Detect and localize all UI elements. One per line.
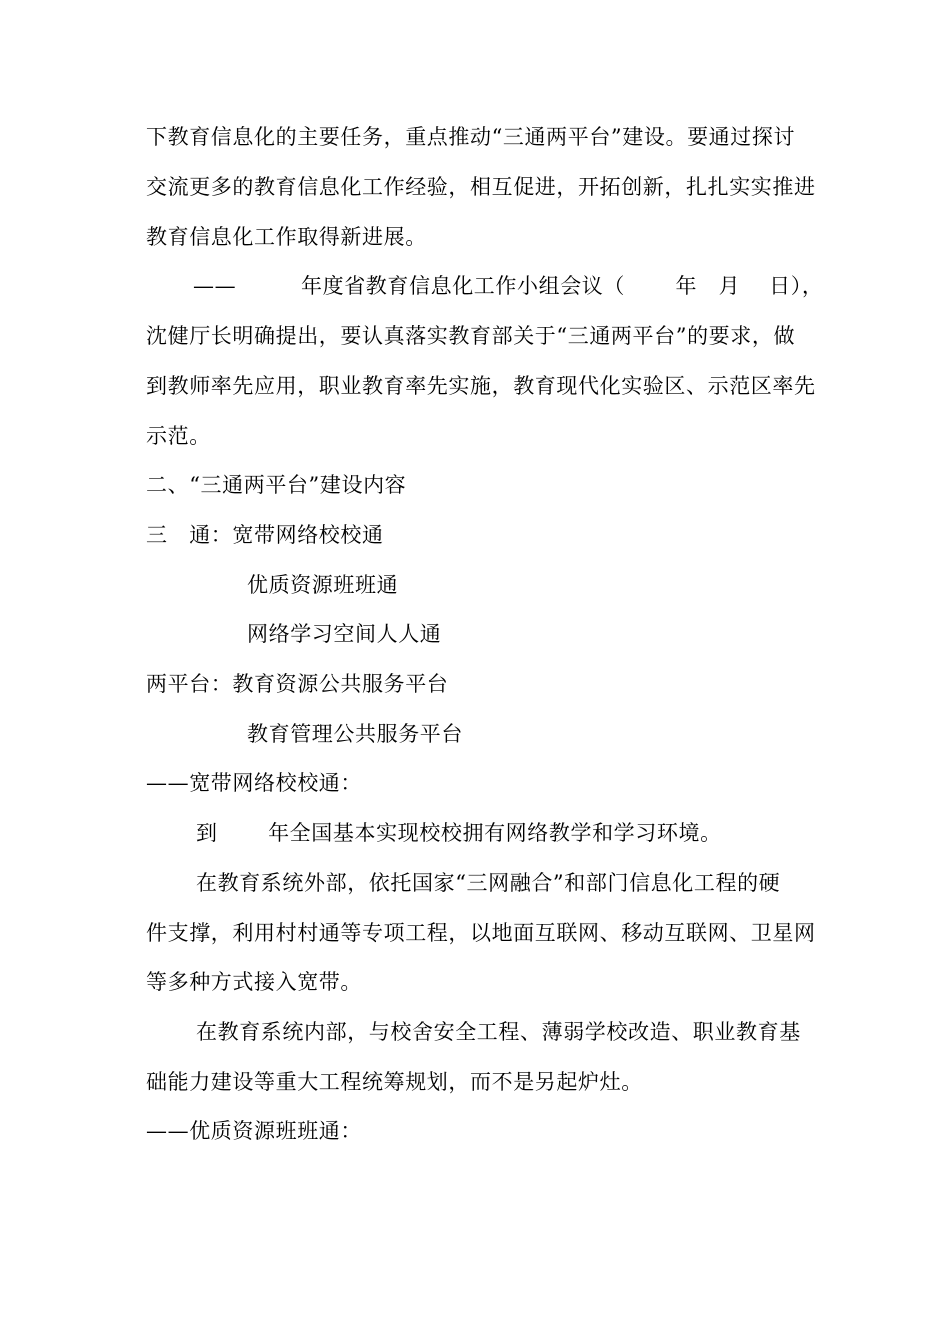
paragraph-line: 在教育系统内部，与校舍安全工程、薄弱学校改造、职业教育基 <box>196 1020 801 1044</box>
paragraph-line: 等多种方式接入宽带。 <box>146 970 362 994</box>
paragraph-line: 交流更多的教育信息化工作经验，相互促进，开拓创新，扎扎实实推进 <box>146 175 816 199</box>
paragraph-line: 件支撑，利用村村通等专项工程，以地面互联网、移动互联网、卫星网 <box>146 921 816 945</box>
section-heading: 二、“三通两平台”建设内容 <box>146 473 407 497</box>
paragraph-line: —— 年度省教育信息化工作小组会议（ 年 月 日）， <box>193 274 824 298</box>
paragraph-line: 到教师率先应用，职业教育率先实施，教育现代化实验区、示范区率先 <box>146 374 816 398</box>
list-item: 优质资源班班通 <box>247 573 399 597</box>
subsection-heading: ——宽带网络校校通： <box>146 771 362 795</box>
paragraph-line: 到 年全国基本实现校校拥有网络教学和学习环境。 <box>196 821 722 845</box>
subsection-heading: ——优质资源班班通： <box>146 1119 362 1143</box>
list-item: 两平台：教育资源公共服务平台 <box>146 672 449 696</box>
list-item: 教育管理公共服务平台 <box>247 722 463 746</box>
paragraph-line: 础能力建设等重大工程统筹规划，而不是另起炉灶。 <box>146 1070 643 1094</box>
paragraph-line: 沈健厅长明确提出，要认真落实教育部关于“三通两平台”的要求，做 <box>146 324 796 348</box>
paragraph-line: 示范。 <box>146 424 211 448</box>
paragraph-line: 下教育信息化的主要任务，重点推动“三通两平台”建设。要通过探讨 <box>146 125 796 149</box>
list-item: 三 通：宽带网络校校通 <box>146 523 384 547</box>
paragraph-line: 教育信息化工作取得新进展。 <box>146 225 427 249</box>
list-item: 网络学习空间人人通 <box>247 622 442 646</box>
paragraph-line: 在教育系统外部，依托国家“三网融合”和部门信息化工程的硬 <box>196 871 781 895</box>
